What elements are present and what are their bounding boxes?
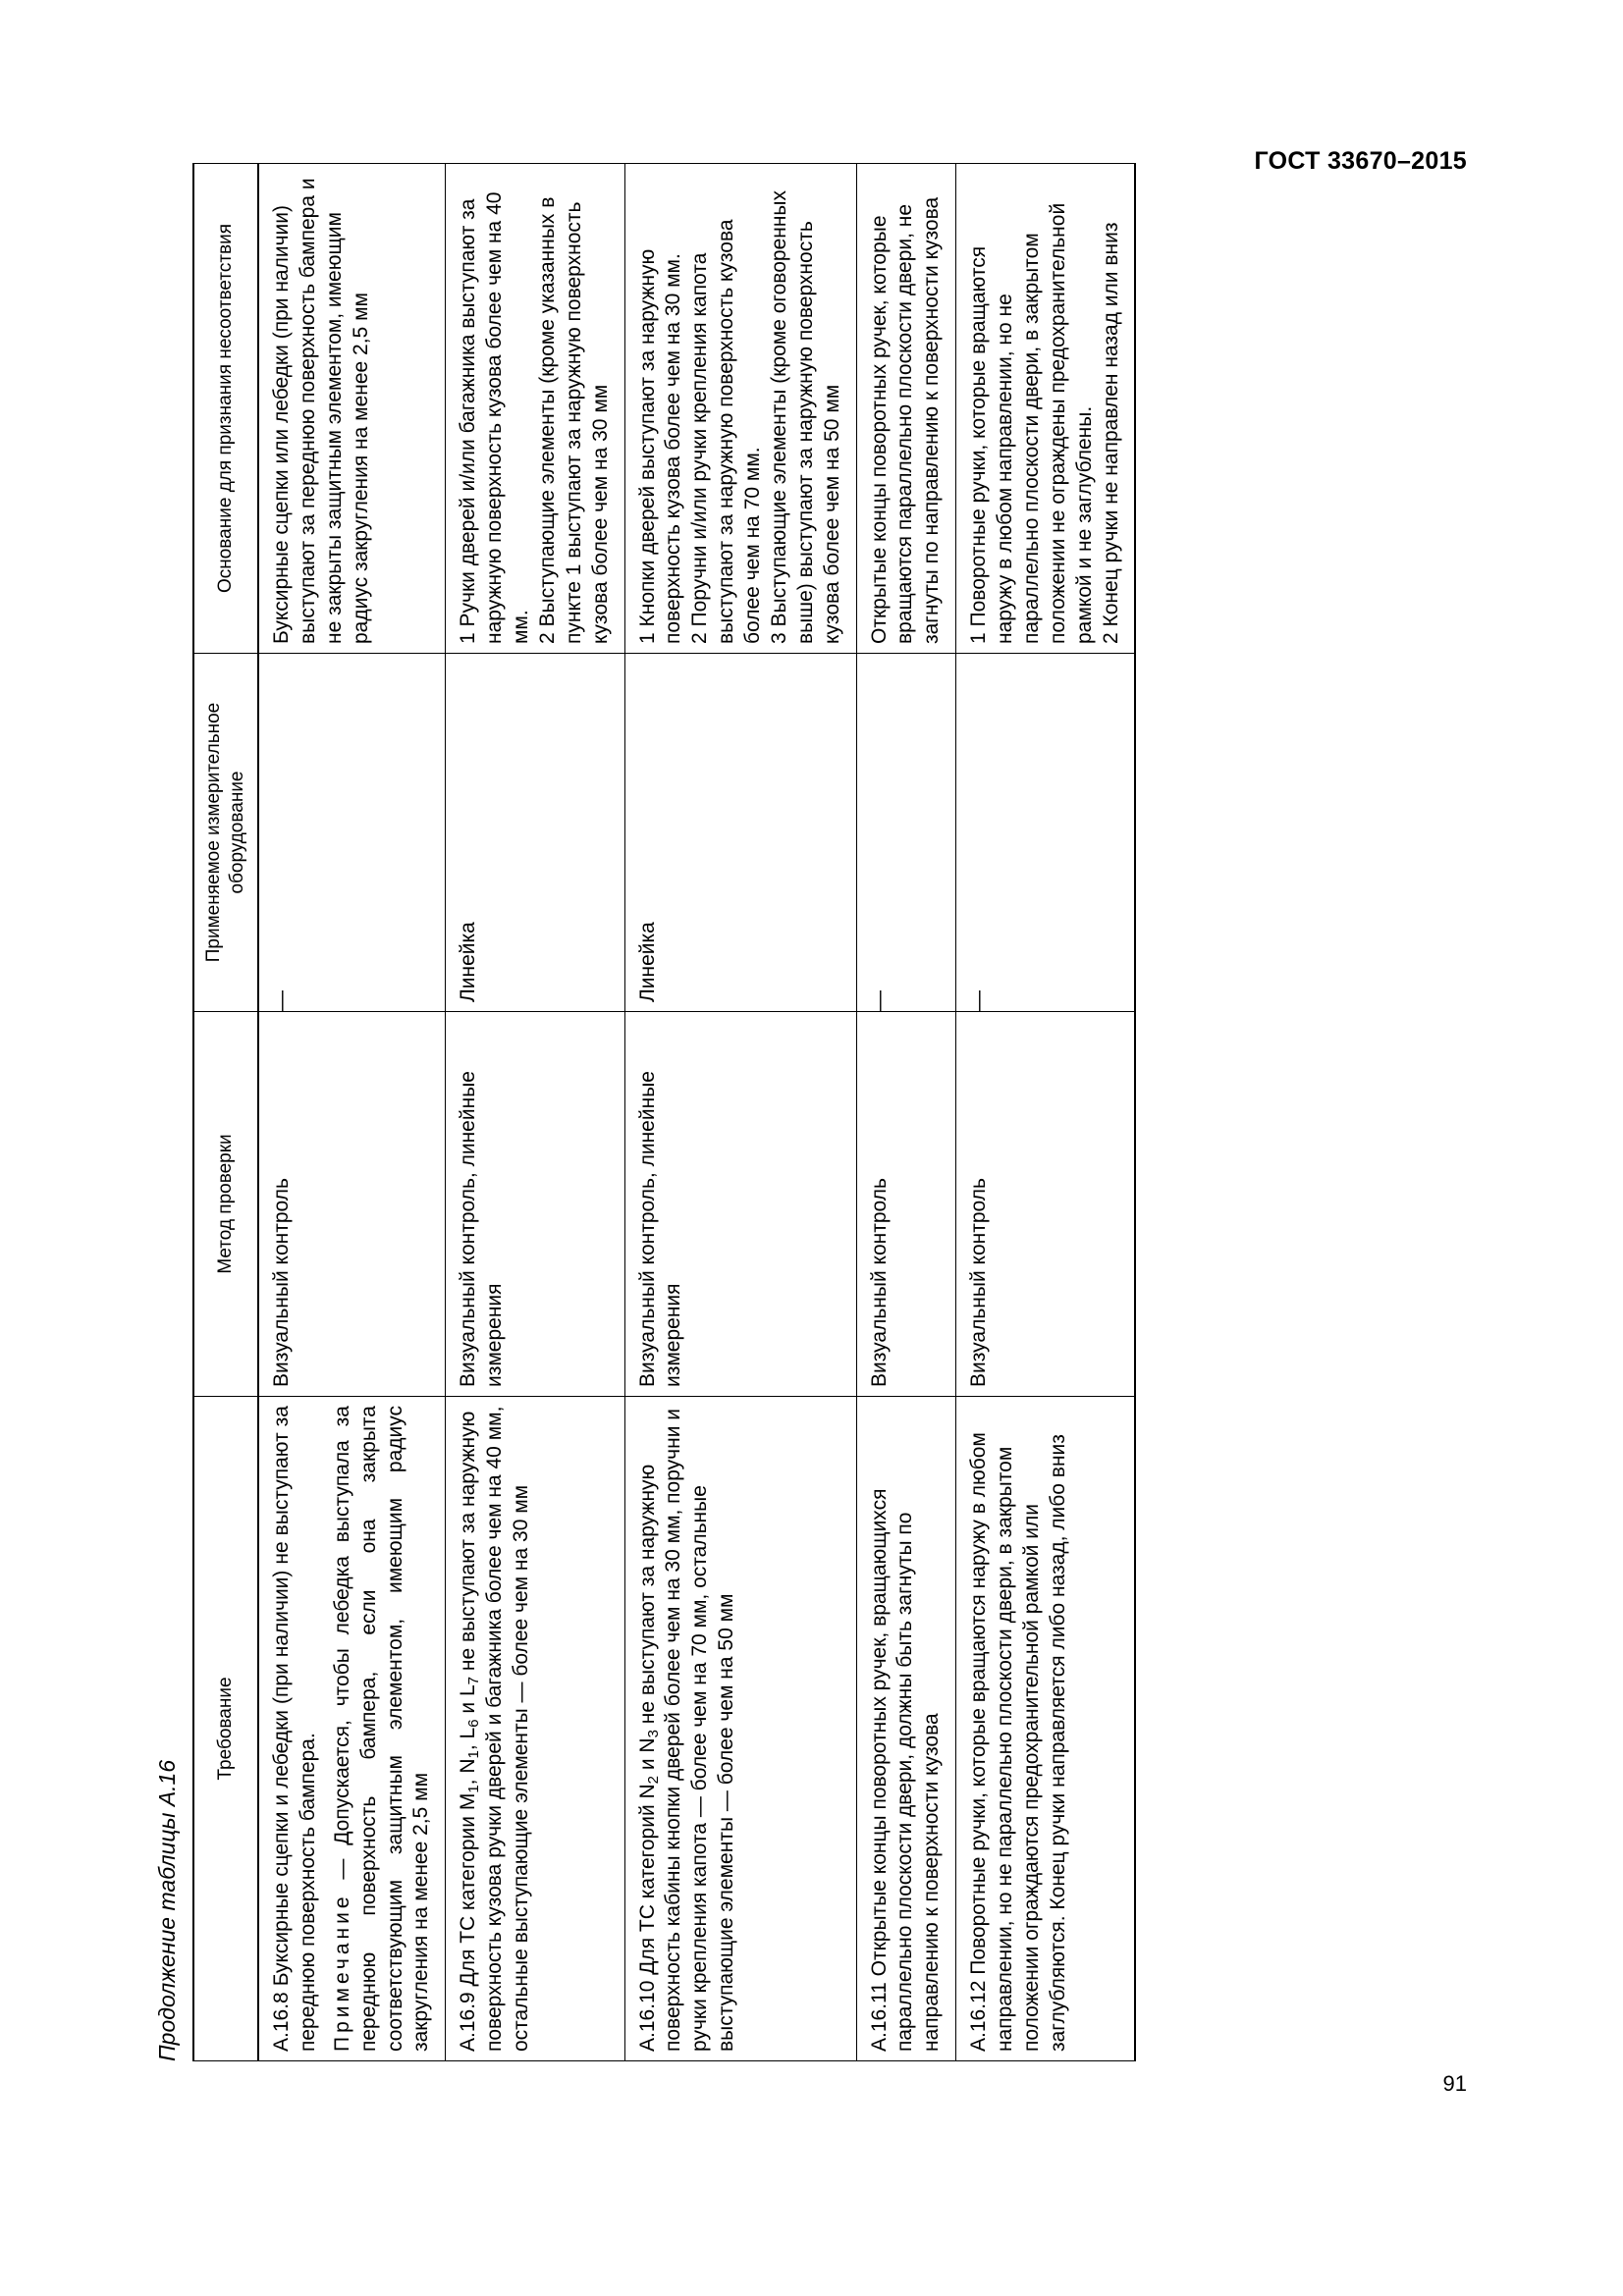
cell-method: Визуальный контроль, линейные измерения bbox=[446, 1012, 624, 1397]
table-row bbox=[856, 164, 956, 2061]
requirements-table bbox=[192, 163, 1136, 2061]
cell-requirement bbox=[258, 1397, 446, 2061]
cell-basis bbox=[856, 164, 956, 654]
subscript: 2 bbox=[644, 1775, 662, 1785]
requirement-text-part: , L bbox=[457, 1727, 480, 1751]
cell-requirement: А.16.11 Открытые концы поворотных ручек, вращающихся параллельно плоскости двери, должны быть загнуты по направлению к поверхности кузова bbox=[856, 1397, 956, 2061]
table-row bbox=[258, 164, 446, 2061]
subscript: 1 bbox=[465, 1785, 483, 1793]
basis-item: 2 Поручни и/или ручки крепления капота выступают за наружную поверхность кузова более чем на 70 мм. bbox=[688, 219, 764, 644]
column-header-requirement: Требование bbox=[193, 1397, 258, 2061]
requirement-text-part: и N bbox=[635, 1737, 659, 1776]
cell-equipment: — bbox=[258, 654, 446, 1012]
cell-equipment: — bbox=[856, 654, 956, 1012]
document-id: ГОСТ 33670–2015 bbox=[1254, 147, 1467, 175]
requirement-text-part: и L bbox=[457, 1684, 480, 1720]
note-label: Примечание bbox=[330, 1893, 353, 2052]
table-header-row bbox=[193, 164, 258, 2061]
cell-method: Визуальный контроль bbox=[956, 1012, 1136, 1397]
basis-item: 2 Конец ручки не направлен назад или вниз bbox=[1099, 222, 1122, 644]
note-text: — Допускается, чтобы лебедка выступала за переднюю поверхность бампера, если она закрыта соответствующим защитным элементом, имеющим радиус закругления на менее 2,5 мм bbox=[330, 1406, 433, 2052]
table-row bbox=[446, 164, 624, 2061]
requirement-text: А.16.8 Буксирные сцепки и лебедки (при наличии) не выступают за переднюю поверхность бампера. bbox=[270, 1406, 319, 2052]
basis-item: 1 Ручки дверей и/или багажника выступают за наружную поверхность кузова более чем на 40 мм. bbox=[457, 191, 532, 644]
requirement-text-part: А.16.9 Для ТС категории M bbox=[457, 1792, 480, 2052]
cell-requirement bbox=[624, 1397, 856, 2061]
cell-method: Визуальный контроль bbox=[856, 1012, 956, 1397]
subscript: 3 bbox=[644, 1730, 662, 1738]
table-row bbox=[624, 164, 856, 2061]
rotated-content bbox=[147, 178, 1394, 2061]
subscript: 6 bbox=[465, 1719, 483, 1728]
basis-item: Буксирные сцепки или лебедки (при наличии) выступают за переднюю поверхность бампера и не закрыты защитным элементом, имеющим радиус закругления на менее 2,5 мм bbox=[270, 178, 372, 644]
cell-method: Визуальный контроль bbox=[258, 1012, 446, 1397]
basis-item: 1 Поворотные ручки, которые вращаются наружу в любом направлении, но не параллельно плоскости двери, в закрытом положении не ограждены предохранительной рамкой и не заглублены. bbox=[967, 202, 1096, 644]
cell-requirement bbox=[446, 1397, 624, 2061]
column-header-equipment: Применяемое измерительное оборудование bbox=[193, 654, 258, 1012]
cell-equipment: Линейка bbox=[624, 654, 856, 1012]
requirement-text-part: А.16.10 Для ТС категорий N bbox=[635, 1784, 659, 2052]
subscript: 7 bbox=[465, 1676, 483, 1685]
requirement-text-part: , N bbox=[457, 1758, 480, 1786]
cell-requirement: А.16.12 Поворотные ручки, которые вращаются наружу в любом направлении, но не параллельно плоскости двери, в закрытом положении ограждаются предохранительной рамкой или заглубляются. Конец ручки направляется либо назад, либо вниз bbox=[956, 1397, 1136, 2061]
requirement-note bbox=[330, 1406, 436, 2052]
cell-basis bbox=[258, 164, 446, 654]
basis-item: 2 Выступающие элементы (кроме указанных в пункте 1 выступают за наружную поверхность кузова более чем на 30 мм bbox=[535, 196, 612, 644]
cell-method: Визуальный контроль, линейные измерения bbox=[624, 1012, 856, 1397]
cell-basis bbox=[624, 164, 856, 654]
table-row bbox=[956, 164, 1136, 2061]
requirement-text-part: не выступают за наружную поверхность кузова ручки дверей и багажника более чем на 40 мм, остальные выступающие элементы — более чем на 30 мм bbox=[457, 1406, 532, 2052]
requirement-text-part: не выступают за наружную поверхность кабины кнопки дверей более чем на 30 мм, поручни и ручки крепления капота — более чем на 70 мм, остальные выступающие элементы — более чем на 50 мм bbox=[635, 1409, 738, 2052]
basis-item: 3 Выступающие элементы (кроме оговоренных выше) выступают за наружную поверхность кузова более чем на 50 мм bbox=[767, 189, 843, 644]
column-header-method: Метод проверки bbox=[193, 1012, 258, 1397]
subscript: 1 bbox=[465, 1750, 483, 1759]
column-header-basis: Основание для признания несоответствия bbox=[193, 164, 258, 654]
page-number: 91 bbox=[1442, 2071, 1467, 2096]
cell-equipment: — bbox=[956, 654, 1136, 1012]
basis-item: 1 Кнопки дверей выступают за наружную поверхность кузова более чем на 30 мм. bbox=[635, 248, 685, 644]
cell-equipment: Линейка bbox=[446, 654, 624, 1012]
cell-basis bbox=[956, 164, 1136, 654]
table-caption: Продолжение таблицы А.16 bbox=[154, 1759, 180, 2061]
basis-item: Открытые концы поворотных ручек, которые вращаются параллельно плоскости двери, не загнуты по направлению к поверхности кузова bbox=[867, 196, 944, 644]
cell-basis bbox=[446, 164, 624, 654]
